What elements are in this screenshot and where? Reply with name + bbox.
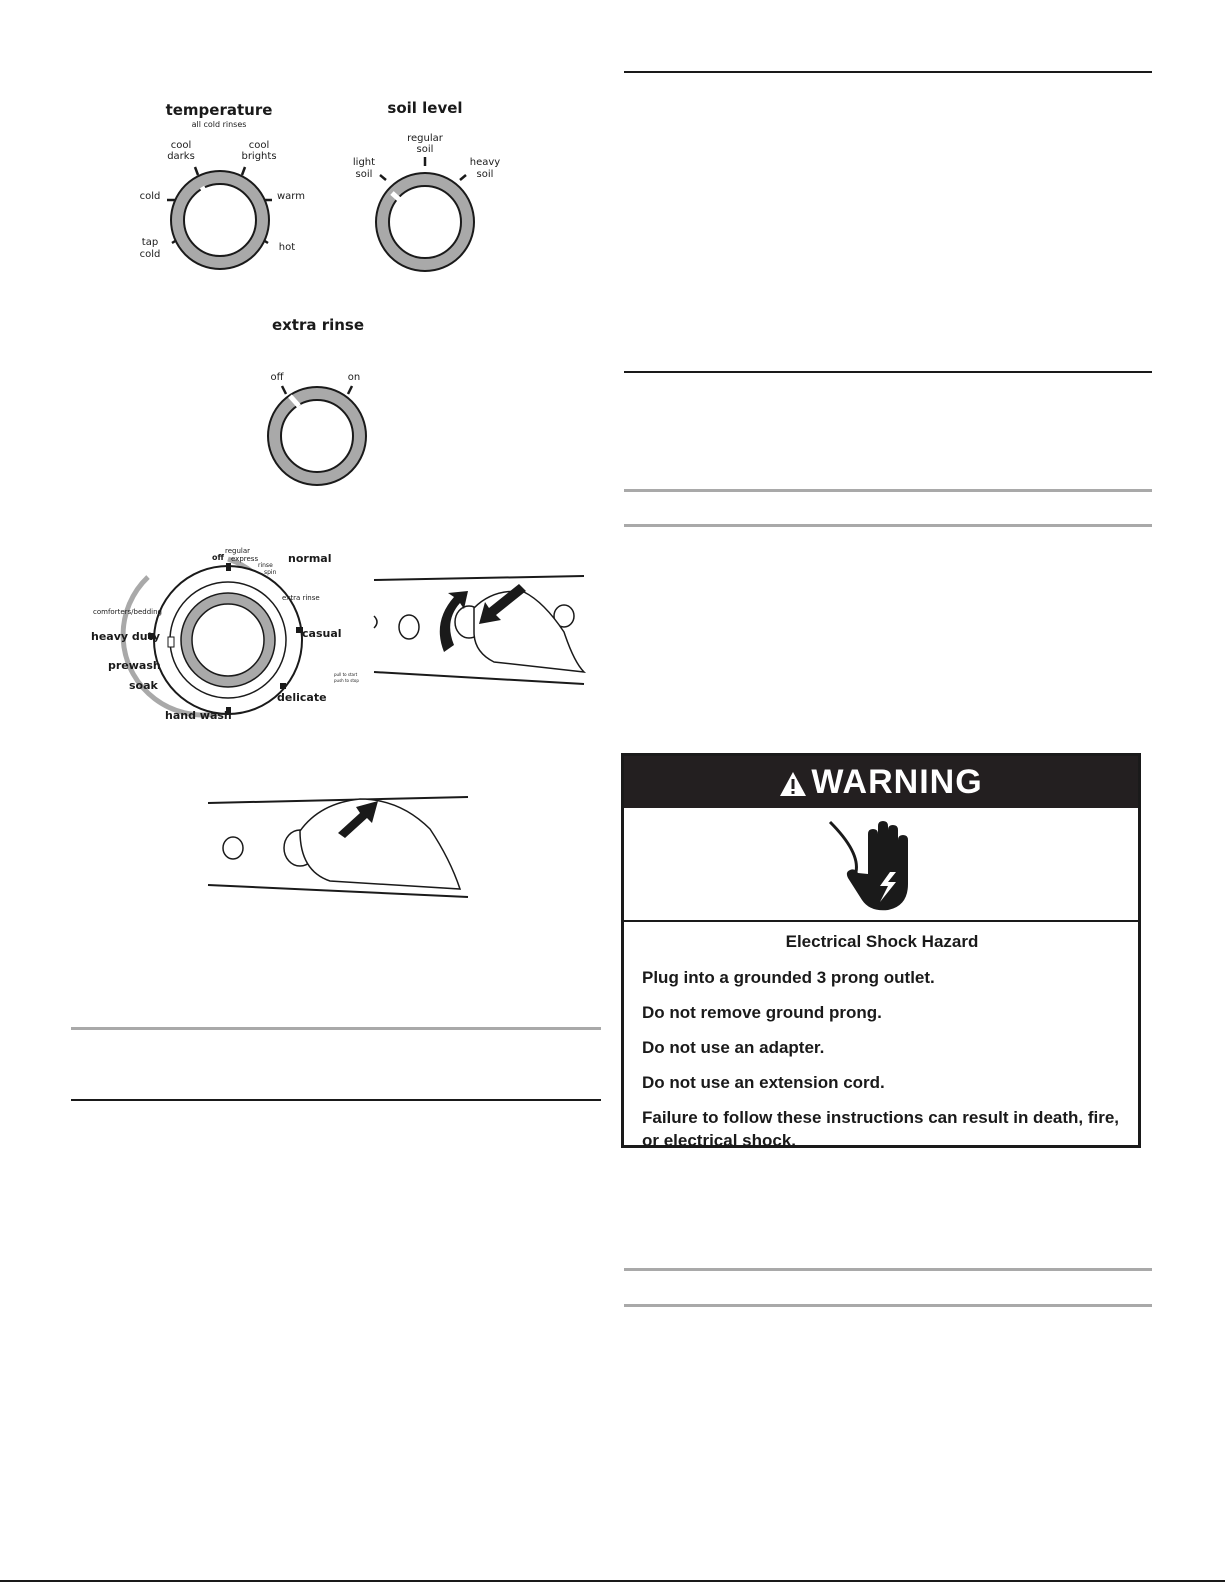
cycle-selector-dial-figure — [88, 545, 359, 735]
cycle-label-prewash: prewash — [108, 659, 161, 672]
cycle-label-soak: soak — [129, 679, 158, 692]
extra-rinse-dial-figure — [250, 312, 390, 492]
soil-level-dial-figure — [340, 95, 520, 275]
cycle-label-extra-rinse: extra rinse — [282, 594, 320, 602]
temp-label-tap: tap — [141, 237, 159, 248]
temp-label-cool: cool — [170, 140, 192, 151]
right-section-rule-1 — [624, 71, 1152, 73]
warning-line: Do not use an extension cord. — [642, 1073, 885, 1092]
temp-label-cold: cold — [139, 191, 161, 202]
temp-label-darks: darks — [167, 151, 195, 162]
temp-label-brights: brights — [241, 151, 277, 162]
rinse-label-off: off — [270, 372, 284, 383]
knob-note-push: push to stop — [334, 678, 359, 683]
cycle-label-rinse-top: rinse — [258, 562, 273, 569]
warning-header — [624, 756, 1138, 808]
cycle-label-spin-top: spin — [264, 569, 277, 576]
right-section-rule-3 — [624, 489, 1152, 492]
soil-label-light: light — [352, 157, 376, 168]
electrical-shock-hand-icon — [824, 816, 944, 916]
cycle-label-off-top: off — [212, 553, 224, 562]
page-bottom-rule — [0, 1580, 1225, 1582]
temp-label-cool2: cool — [248, 140, 270, 151]
left-section-rule-gray — [71, 1027, 601, 1030]
extra-rinse-dial-title: extra rinse — [271, 316, 365, 334]
warning-title: WARNING — [811, 763, 983, 801]
temp-label-cold2: cold — [139, 249, 161, 260]
right-section-rule-4 — [624, 524, 1152, 527]
rinse-label-on: on — [347, 372, 361, 383]
cycle-label-casual: casual — [302, 627, 342, 640]
knob-note-pull: pull to start — [334, 672, 358, 677]
cycle-label-regular: regular — [225, 547, 251, 555]
cycle-label-hand-wash: hand wash — [165, 709, 232, 722]
temperature-dial-title: temperature — [165, 101, 273, 119]
soil-label-soil2: soil — [355, 169, 373, 180]
warning-line: Do not use an adapter. — [642, 1038, 825, 1057]
warning-triangle-icon — [779, 771, 807, 797]
warning-box — [621, 753, 1141, 1148]
soil-label-soil3: soil — [476, 169, 494, 180]
warning-text — [642, 926, 1122, 1164]
warning-line: Plug into a grounded 3 prong outlet. — [642, 968, 935, 987]
temperature-dial-figure — [120, 95, 330, 275]
soil-label-regular: regular — [407, 133, 443, 144]
knob-push-illustration — [208, 793, 468, 908]
cycle-label-comforters: comforters/bedding — [93, 608, 162, 616]
hazard-title: Electrical Shock Hazard — [785, 932, 979, 951]
cycle-label-heavy-duty: heavy duty — [91, 630, 161, 643]
cycle-label-express: express — [231, 555, 259, 563]
knob-pull-illustration — [374, 572, 584, 702]
soil-label-soil: soil — [416, 144, 434, 155]
warning-icon-area — [624, 808, 1138, 922]
right-section-rule-2 — [624, 371, 1152, 373]
cycle-label-normal: normal — [288, 552, 332, 565]
temp-label-hot: hot — [278, 242, 296, 253]
temp-label-warm: warm — [277, 191, 305, 202]
warning-line: Failure to follow these instructions can result in death, fire, or electrical shock. — [642, 1108, 1120, 1150]
warning-line: Do not remove ground prong. — [642, 1003, 882, 1022]
temperature-dial-subtitle: all cold rinses — [191, 120, 247, 129]
left-section-rule-dark — [71, 1099, 601, 1101]
right-section-rule-5 — [624, 1268, 1152, 1271]
cycle-label-delicate: delicate — [277, 691, 327, 704]
soil-level-dial-title: soil level — [387, 99, 463, 117]
soil-label-heavy: heavy — [469, 157, 501, 168]
right-section-rule-6 — [624, 1304, 1152, 1307]
